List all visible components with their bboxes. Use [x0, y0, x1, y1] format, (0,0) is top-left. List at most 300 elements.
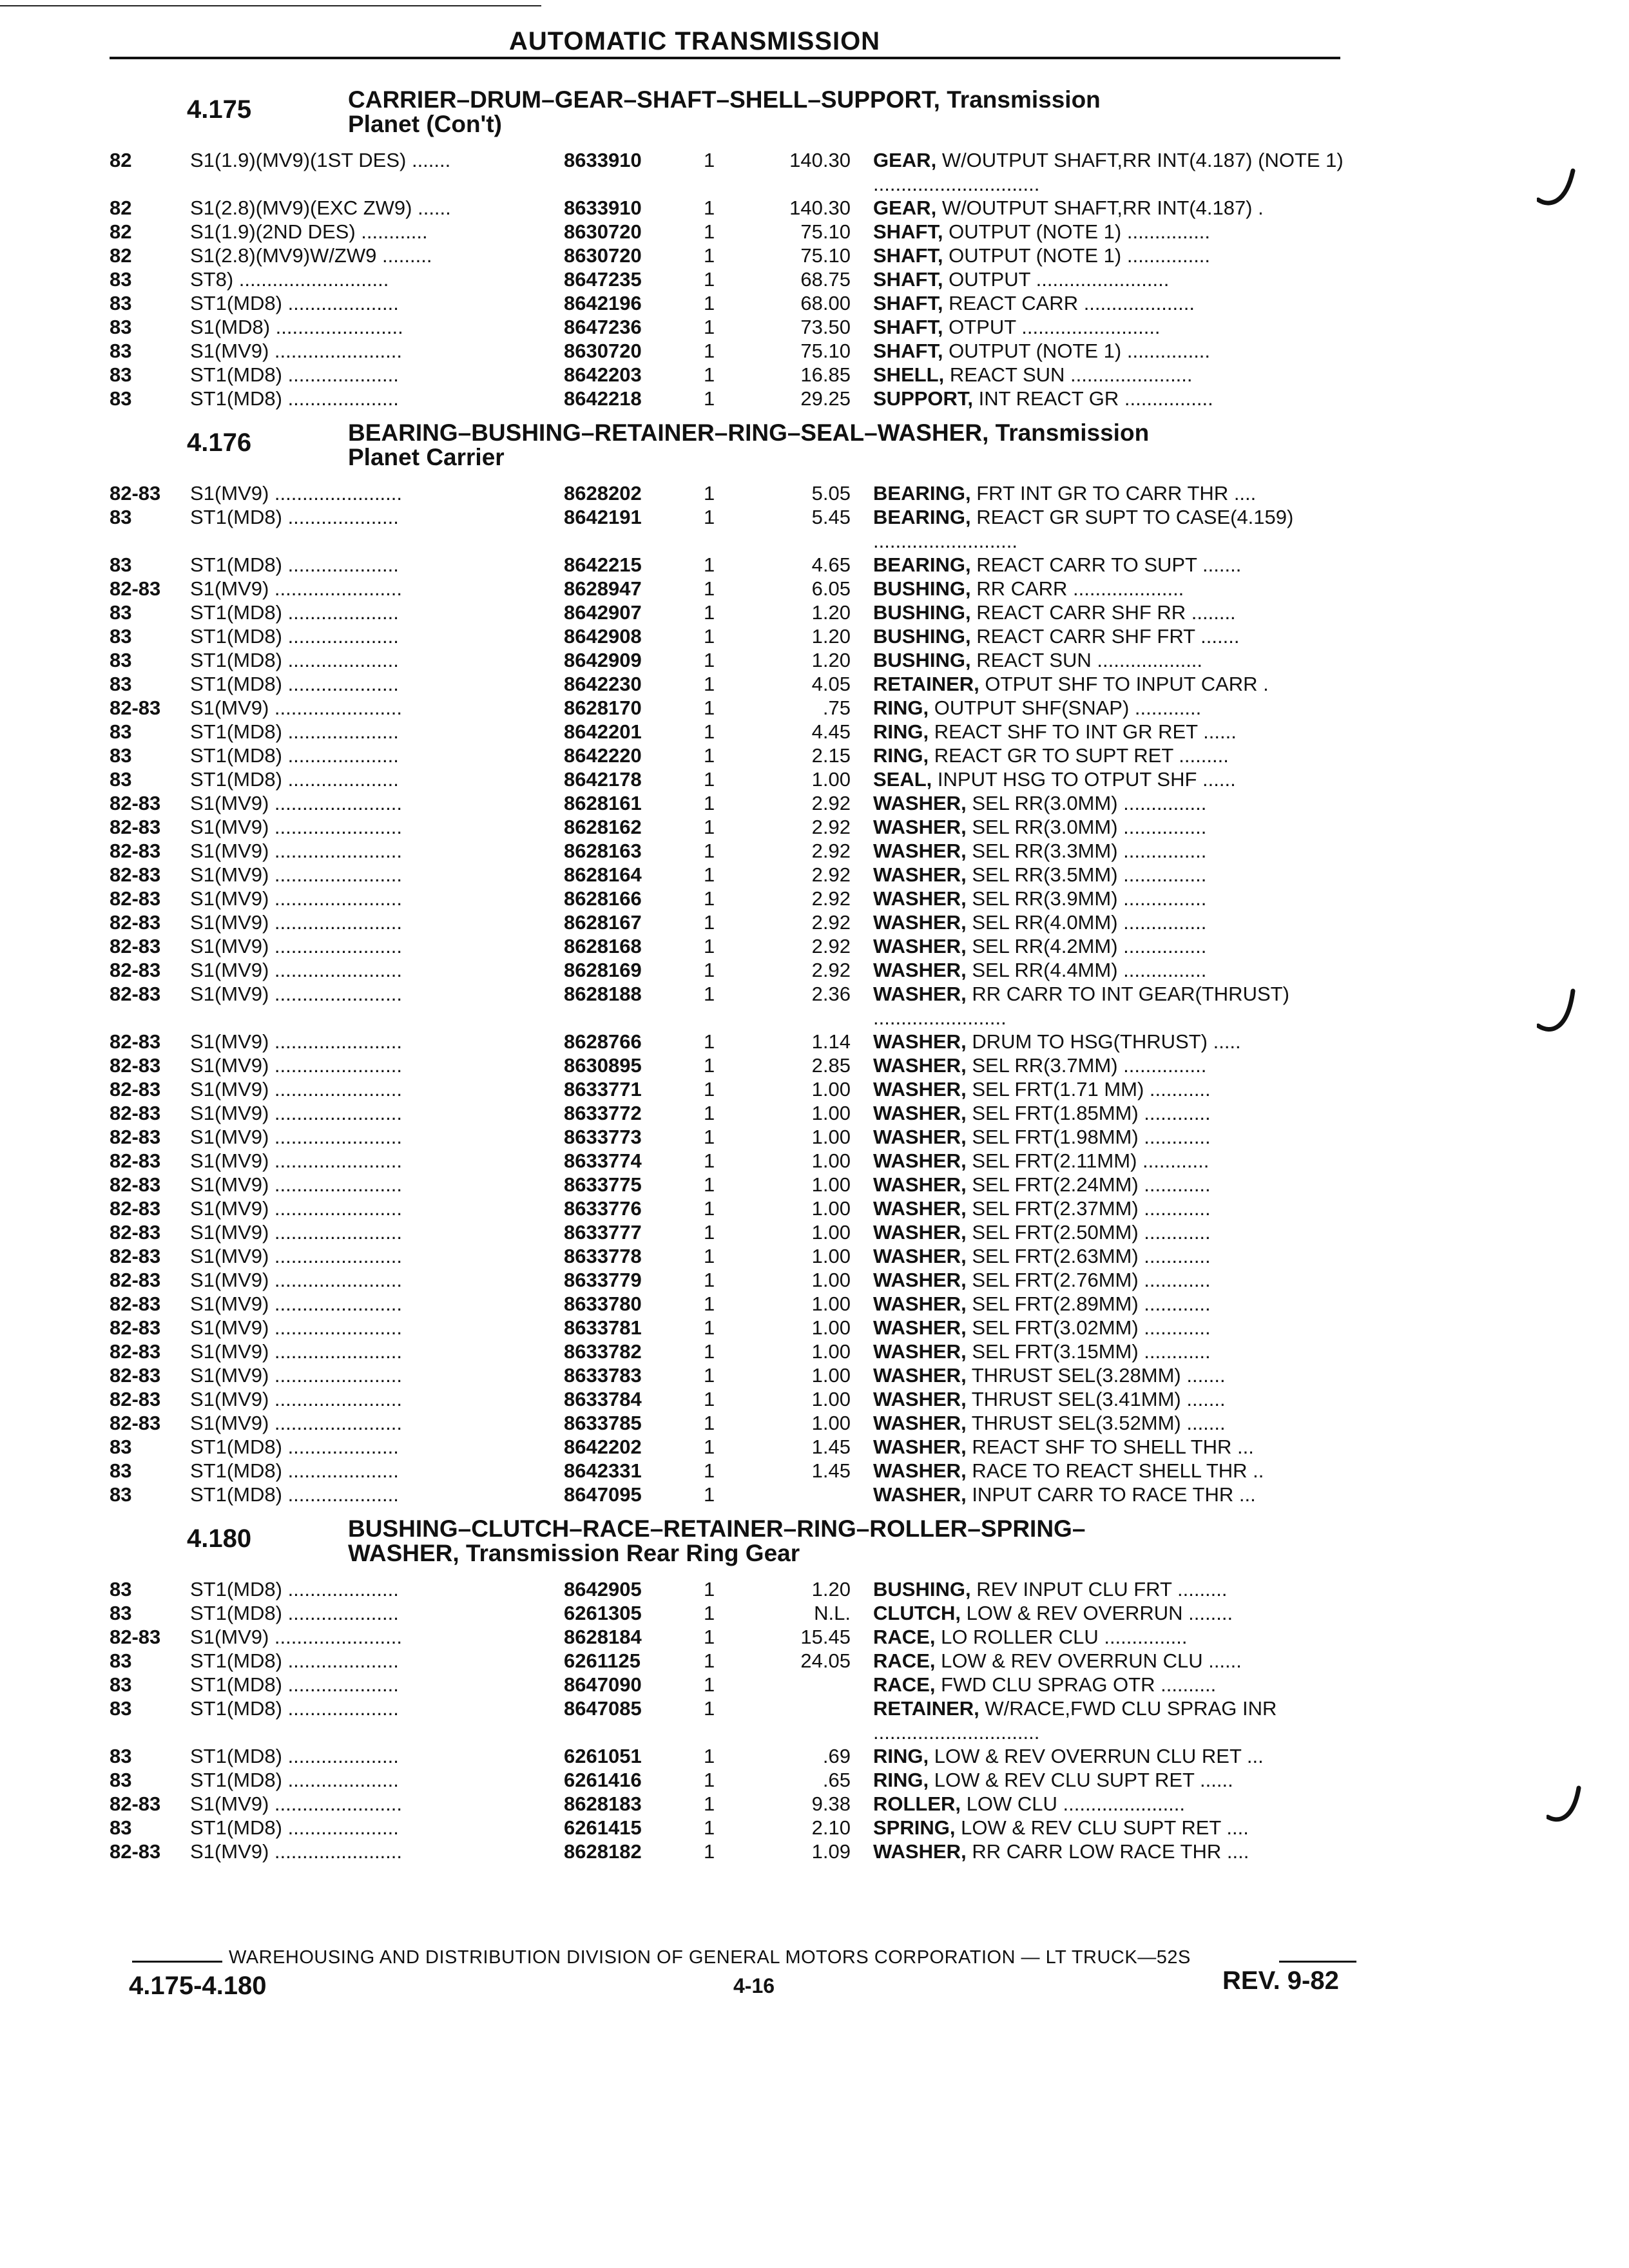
part-row	[110, 1316, 1373, 1340]
part-detail: SEL FRT(2.24MM) ............	[972, 1173, 1211, 1196]
part-row	[110, 1840, 1373, 1863]
part-number: 8633774	[564, 1149, 642, 1172]
part-detail: SEL RR(4.4MM) ...............	[972, 959, 1207, 981]
application: S1(2.8)(MV9)W/ZW9 .........	[190, 244, 432, 267]
application: S1(MV9) .......................	[190, 1792, 403, 1815]
quantity: 1	[704, 792, 715, 814]
quantity: 1	[704, 887, 715, 910]
part-description	[873, 1173, 1363, 1196]
model-year: 82-83	[110, 1316, 161, 1339]
part-description	[873, 958, 1363, 982]
part-name: BEARING,	[873, 506, 971, 528]
part-description	[873, 934, 1363, 958]
model-year: 82-83	[110, 959, 161, 981]
quantity: 1	[704, 1054, 715, 1077]
model-year: 83	[110, 316, 132, 338]
part-number: 8647236	[564, 316, 642, 338]
application: ST1(MD8) ....................	[190, 1602, 399, 1624]
model-year: 82-83	[110, 1340, 161, 1363]
part-name: WASHER,	[873, 1269, 967, 1291]
price: 2.10	[811, 1816, 851, 1839]
price: 2.85	[811, 1054, 851, 1077]
model-year: 83	[110, 1602, 132, 1624]
part-number: 8633776	[564, 1197, 642, 1220]
part-description	[873, 1387, 1363, 1411]
model-year: 83	[110, 673, 132, 695]
part-detail: RR CARR ....................	[976, 577, 1184, 600]
part-row	[110, 1459, 1373, 1483]
model-year: 82-83	[110, 1626, 161, 1648]
part-row	[110, 1411, 1373, 1435]
part-detail: REACT SUN ......................	[949, 363, 1193, 386]
part-row	[110, 1149, 1373, 1173]
quantity: 1	[704, 1459, 715, 1482]
part-description	[873, 1459, 1363, 1483]
price: .75	[822, 697, 851, 719]
part-detail: SEL FRT(2.76MM) ............	[972, 1269, 1211, 1291]
model-year: 83	[110, 1745, 132, 1767]
application: S1(MV9) .......................	[190, 840, 403, 862]
margin-check-mark-1	[1537, 168, 1576, 213]
quantity: 1	[704, 1269, 715, 1291]
part-description	[873, 887, 1363, 910]
part-row	[110, 1387, 1373, 1411]
part-name: SHAFT,	[873, 244, 943, 267]
model-year: 82-83	[110, 1197, 161, 1220]
part-row	[110, 1744, 1373, 1768]
price: 2.92	[811, 863, 851, 886]
part-name: GEAR,	[873, 197, 937, 219]
part-name: RING,	[873, 720, 929, 743]
part-row	[110, 244, 1373, 267]
part-row	[110, 1173, 1373, 1196]
part-row	[110, 1483, 1373, 1506]
part-name: WASHER,	[873, 1364, 967, 1387]
model-year: 82-83	[110, 1173, 161, 1196]
model-year: 82-83	[110, 482, 161, 505]
part-detail: REACT GR SUPT TO CASE(4.159) ..........................	[873, 506, 1294, 552]
price: 1.00	[811, 1197, 851, 1220]
part-row	[110, 1101, 1373, 1125]
part-row	[110, 481, 1373, 505]
model-year: 83	[110, 1697, 132, 1720]
price: 1.20	[811, 1578, 851, 1600]
part-description	[873, 1268, 1363, 1292]
part-row	[110, 1077, 1373, 1101]
part-description	[873, 839, 1363, 863]
part-name: SPRING,	[873, 1816, 956, 1839]
part-name: WASHER,	[873, 887, 967, 910]
model-year: 82-83	[110, 697, 161, 719]
quantity: 1	[704, 673, 715, 695]
part-row	[110, 1792, 1373, 1816]
part-detail: SEL FRT(2.37MM) ............	[972, 1197, 1211, 1220]
part-description	[873, 315, 1363, 339]
model-year: 83	[110, 1436, 132, 1458]
part-description	[873, 601, 1363, 624]
part-row	[110, 1268, 1373, 1292]
application: S1(MV9) .......................	[190, 1173, 403, 1196]
application: S1(MV9) .......................	[190, 482, 403, 505]
part-description	[873, 339, 1363, 363]
part-description	[873, 363, 1363, 387]
application: S1(MV9) .......................	[190, 577, 403, 600]
part-name: WASHER,	[873, 1173, 967, 1196]
application: ST1(MD8) ....................	[190, 387, 399, 410]
price: 1.20	[811, 649, 851, 671]
part-description	[873, 672, 1363, 696]
part-description	[873, 1816, 1363, 1840]
model-year: 83	[110, 625, 132, 648]
price: 16.85	[800, 363, 851, 386]
part-row	[110, 220, 1373, 244]
part-row	[110, 363, 1373, 387]
part-name: WASHER,	[873, 1293, 967, 1315]
part-description	[873, 291, 1363, 315]
quantity: 1	[704, 697, 715, 719]
section-number: 4.176	[187, 428, 252, 457]
part-name: WASHER,	[873, 792, 967, 814]
part-description	[873, 577, 1363, 601]
part-name: WASHER,	[873, 935, 967, 957]
application: S1(MV9) .......................	[190, 1126, 403, 1148]
part-number: 8630720	[564, 220, 642, 243]
part-detail: OUTPUT ........................	[949, 268, 1170, 291]
quantity: 1	[704, 1602, 715, 1624]
application: S1(MD8) .......................	[190, 316, 403, 338]
margin-check-mark-3	[1547, 1785, 1582, 1830]
part-detail: REACT SHF TO INT GR RET ......	[934, 720, 1237, 743]
part-detail: SEL FRT(2.11MM) ............	[972, 1149, 1210, 1172]
application: S1(MV9) .......................	[190, 1412, 403, 1434]
quantity: 1	[704, 935, 715, 957]
part-description	[873, 220, 1363, 244]
quantity: 1	[704, 1221, 715, 1244]
section-number: 4.180	[187, 1524, 252, 1553]
part-name: SEAL,	[873, 768, 932, 791]
quantity: 1	[704, 1792, 715, 1815]
price: 140.30	[789, 197, 851, 219]
part-detail: OUTPUT (NOTE 1) ...............	[949, 244, 1211, 267]
part-description	[873, 1601, 1363, 1625]
application: S1(MV9) .......................	[190, 697, 403, 719]
model-year: 83	[110, 1673, 132, 1696]
price: 1.14	[811, 1030, 851, 1053]
part-name: SHELL,	[873, 363, 945, 386]
application: S1(1.9)(2ND DES) ............	[190, 220, 428, 243]
price: 2.15	[811, 744, 851, 767]
part-row	[110, 1577, 1373, 1601]
part-row	[110, 839, 1373, 863]
part-description	[873, 1483, 1363, 1506]
part-number: 6261305	[564, 1602, 642, 1624]
part-name: WASHER,	[873, 1030, 967, 1053]
part-number: 8628169	[564, 959, 642, 981]
application: S1(MV9) .......................	[190, 1149, 403, 1172]
section-header	[110, 84, 1373, 148]
application: S1(MV9) .......................	[190, 1269, 403, 1291]
application: S1(MV9) .......................	[190, 1364, 403, 1387]
part-number: 8647085	[564, 1697, 642, 1720]
model-year: 82-83	[110, 1364, 161, 1387]
model-year: 82-83	[110, 1102, 161, 1124]
quantity: 1	[704, 1816, 715, 1839]
section-header	[110, 1513, 1373, 1577]
part-number: 8642215	[564, 553, 642, 576]
application: S1(MV9) .......................	[190, 1293, 403, 1315]
part-detail: LOW & REV CLU SUPT RET ......	[934, 1769, 1233, 1791]
application: ST1(MD8) ....................	[190, 625, 399, 648]
part-description	[873, 267, 1363, 291]
quantity: 1	[704, 1840, 715, 1863]
part-description	[873, 696, 1363, 720]
part-detail: SEL FRT(3.02MM) ............	[972, 1316, 1211, 1339]
part-description	[873, 1840, 1363, 1863]
model-year: 82-83	[110, 1126, 161, 1148]
part-number: 6261051	[564, 1745, 642, 1767]
part-detail: LOW & REV OVERRUN CLU ......	[941, 1649, 1242, 1672]
part-number: 8628164	[564, 863, 642, 886]
part-name: BUSHING,	[873, 601, 971, 624]
section-title-line1: CARRIER–DRUM–GEAR–SHAFT–SHELL–SUPPORT, Transmission	[348, 86, 1101, 113]
part-description	[873, 1696, 1363, 1744]
part-description	[873, 1340, 1363, 1363]
part-detail: SEL FRT(2.63MM) ............	[972, 1245, 1211, 1267]
price: 2.92	[811, 959, 851, 981]
part-description	[873, 720, 1363, 744]
part-name: BUSHING,	[873, 1578, 971, 1600]
price: 1.00	[811, 1221, 851, 1244]
part-row	[110, 815, 1373, 839]
application: S1(MV9) .......................	[190, 1221, 403, 1244]
model-year: 82	[110, 220, 132, 243]
part-row	[110, 1244, 1373, 1268]
part-number: 8642202	[564, 1436, 642, 1458]
part-detail: REACT GR TO SUPT RET .........	[934, 744, 1229, 767]
application: S1(MV9) .......................	[190, 1388, 403, 1410]
model-year: 82-83	[110, 840, 161, 862]
application: ST1(MD8) ....................	[190, 1673, 399, 1696]
price: 1.45	[811, 1436, 851, 1458]
part-number: 8633910	[564, 197, 642, 219]
part-number: 8628188	[564, 983, 642, 1005]
part-name: RACE,	[873, 1649, 936, 1672]
application: S1(MV9) .......................	[190, 887, 403, 910]
model-year: 83	[110, 1578, 132, 1600]
quantity: 1	[704, 1173, 715, 1196]
quantity: 1	[704, 244, 715, 267]
part-number: 8628947	[564, 577, 642, 600]
part-row	[110, 624, 1373, 648]
part-name: BUSHING,	[873, 625, 971, 648]
model-year: 83	[110, 292, 132, 314]
model-year: 82	[110, 197, 132, 219]
section-header	[110, 417, 1373, 481]
price: 2.92	[811, 840, 851, 862]
part-description	[873, 1577, 1363, 1601]
application: S1(MV9) .......................	[190, 340, 403, 362]
application: S1(2.8)(MV9)(EXC ZW9) ......	[190, 197, 451, 219]
application: ST1(MD8) ....................	[190, 1578, 399, 1600]
application: S1(1.9)(MV9)(1ST DES) .......	[190, 149, 451, 171]
quantity: 1	[704, 1649, 715, 1672]
part-number: 6261125	[564, 1649, 641, 1672]
application: ST1(MD8) ....................	[190, 720, 399, 743]
part-name: RETAINER,	[873, 1697, 979, 1720]
price: 1.00	[811, 1102, 851, 1124]
part-row	[110, 720, 1373, 744]
part-number: 8633779	[564, 1269, 642, 1291]
part-description	[873, 767, 1363, 791]
part-number: 8628161	[564, 792, 642, 814]
part-row	[110, 1768, 1373, 1792]
part-number: 8628184	[564, 1626, 642, 1648]
quantity: 1	[704, 1578, 715, 1600]
section-title-line2: WASHER, Transmission Rear Ring Gear	[348, 1540, 800, 1566]
part-detail: RR CARR LOW RACE THR ....	[972, 1840, 1249, 1863]
part-row	[110, 1363, 1373, 1387]
part-detail: LOW & REV OVERRUN ........	[966, 1602, 1233, 1624]
model-year: 83	[110, 363, 132, 386]
model-year: 83	[110, 1483, 132, 1506]
part-name: SHAFT,	[873, 316, 943, 338]
part-number: 8633771	[564, 1078, 642, 1100]
part-name: WASHER,	[873, 1316, 967, 1339]
part-detail: OUTPUT (NOTE 1) ...............	[949, 340, 1211, 362]
model-year: 82-83	[110, 1030, 161, 1053]
part-row	[110, 339, 1373, 363]
part-number: 8628182	[564, 1840, 642, 1863]
part-detail: FRT INT GR TO CARR THR ....	[976, 482, 1257, 505]
price: 2.92	[811, 792, 851, 814]
part-number: 8642196	[564, 292, 642, 314]
application: S1(MV9) .......................	[190, 1316, 403, 1339]
part-detail: SEL RR(4.2MM) ...............	[972, 935, 1207, 957]
top-edge-rule	[0, 5, 541, 6]
part-description	[873, 648, 1363, 672]
model-year: 83	[110, 744, 132, 767]
part-name: SHAFT,	[873, 268, 943, 291]
quantity: 1	[704, 340, 715, 362]
price: 4.65	[811, 553, 851, 576]
part-name: WASHER,	[873, 863, 967, 886]
section-title-line1: BUSHING–CLUTCH–RACE–RETAINER–RING–ROLLER–SPRING–	[348, 1515, 1086, 1542]
part-description	[873, 1077, 1363, 1101]
part-detail: OUTPUT SHF(SNAP) ............	[934, 697, 1202, 719]
price: 1.00	[811, 1126, 851, 1148]
part-description	[873, 1101, 1363, 1125]
quantity: 1	[704, 553, 715, 576]
application: S1(MV9) .......................	[190, 792, 403, 814]
part-number: 8647235	[564, 268, 642, 291]
price: 2.92	[811, 816, 851, 838]
model-year: 83	[110, 340, 132, 362]
part-number: 8647095	[564, 1483, 642, 1506]
part-name: CLUTCH,	[873, 1602, 961, 1624]
section-title-line2: Planet (Con't)	[348, 111, 503, 137]
part-name: SHAFT,	[873, 220, 943, 243]
price: 75.10	[800, 220, 851, 243]
model-year: 82-83	[110, 1149, 161, 1172]
application: S1(MV9) .......................	[190, 1245, 403, 1267]
part-row	[110, 291, 1373, 315]
quantity: 1	[704, 1769, 715, 1791]
part-number: 8647090	[564, 1673, 642, 1696]
part-number: 8628170	[564, 697, 642, 719]
part-description	[873, 1768, 1363, 1792]
part-description	[873, 244, 1363, 267]
application: S1(MV9) .......................	[190, 1030, 403, 1053]
application: ST1(MD8) ....................	[190, 1483, 399, 1506]
part-description	[873, 1125, 1363, 1149]
application: S1(MV9) .......................	[190, 816, 403, 838]
price: 2.92	[811, 911, 851, 934]
part-row	[110, 1196, 1373, 1220]
part-number: 8642178	[564, 768, 642, 791]
part-detail: REACT CARR TO SUPT .......	[976, 553, 1242, 576]
section-title	[348, 88, 1101, 137]
part-detail: DRUM TO HSG(THRUST) .....	[972, 1030, 1241, 1053]
model-year: 82-83	[110, 1840, 161, 1863]
part-detail: REV INPUT CLU FRT .........	[976, 1578, 1228, 1600]
part-name: BEARING,	[873, 553, 971, 576]
part-description	[873, 148, 1363, 196]
page-title: AUTOMATIC TRANSMISSION	[509, 27, 881, 55]
application: ST1(MD8) ....................	[190, 1459, 399, 1482]
part-number: 8642905	[564, 1578, 642, 1600]
header-rule	[110, 57, 1340, 59]
part-row	[110, 1696, 1373, 1744]
part-number: 6261415	[564, 1816, 642, 1839]
part-number: 8628163	[564, 840, 642, 862]
part-description	[873, 1435, 1363, 1459]
part-row	[110, 744, 1373, 767]
part-detail: INPUT HSG TO OTPUT SHF ......	[937, 768, 1236, 791]
part-name: WASHER,	[873, 959, 967, 981]
quantity: 1	[704, 1388, 715, 1410]
part-number: 8642909	[564, 649, 642, 671]
part-name: WASHER,	[873, 1412, 967, 1434]
price: 24.05	[800, 1649, 851, 1672]
part-number: 8630720	[564, 340, 642, 362]
quantity: 1	[704, 1340, 715, 1363]
part-number: 8628202	[564, 482, 642, 505]
price: 5.05	[811, 482, 851, 505]
model-year: 82-83	[110, 1054, 161, 1077]
part-number: 8633780	[564, 1293, 642, 1315]
model-year: 83	[110, 720, 132, 743]
part-description	[873, 1053, 1363, 1077]
part-name: RACE,	[873, 1626, 936, 1648]
price: 73.50	[800, 316, 851, 338]
part-row	[110, 387, 1373, 410]
part-number: 8642907	[564, 601, 642, 624]
application: S1(MV9) .......................	[190, 1626, 403, 1648]
part-row	[110, 791, 1373, 815]
part-name: SHAFT,	[873, 292, 943, 314]
model-year: 83	[110, 553, 132, 576]
part-description	[873, 1316, 1363, 1340]
model-year: 83	[110, 649, 132, 671]
part-name: RING,	[873, 697, 929, 719]
part-row	[110, 1673, 1373, 1696]
part-description	[873, 1292, 1363, 1316]
price: 1.20	[811, 601, 851, 624]
quantity: 1	[704, 840, 715, 862]
price: 1.00	[811, 1293, 851, 1315]
part-detail: REACT SHF TO SHELL THR ...	[972, 1436, 1254, 1458]
part-description	[873, 1649, 1363, 1673]
